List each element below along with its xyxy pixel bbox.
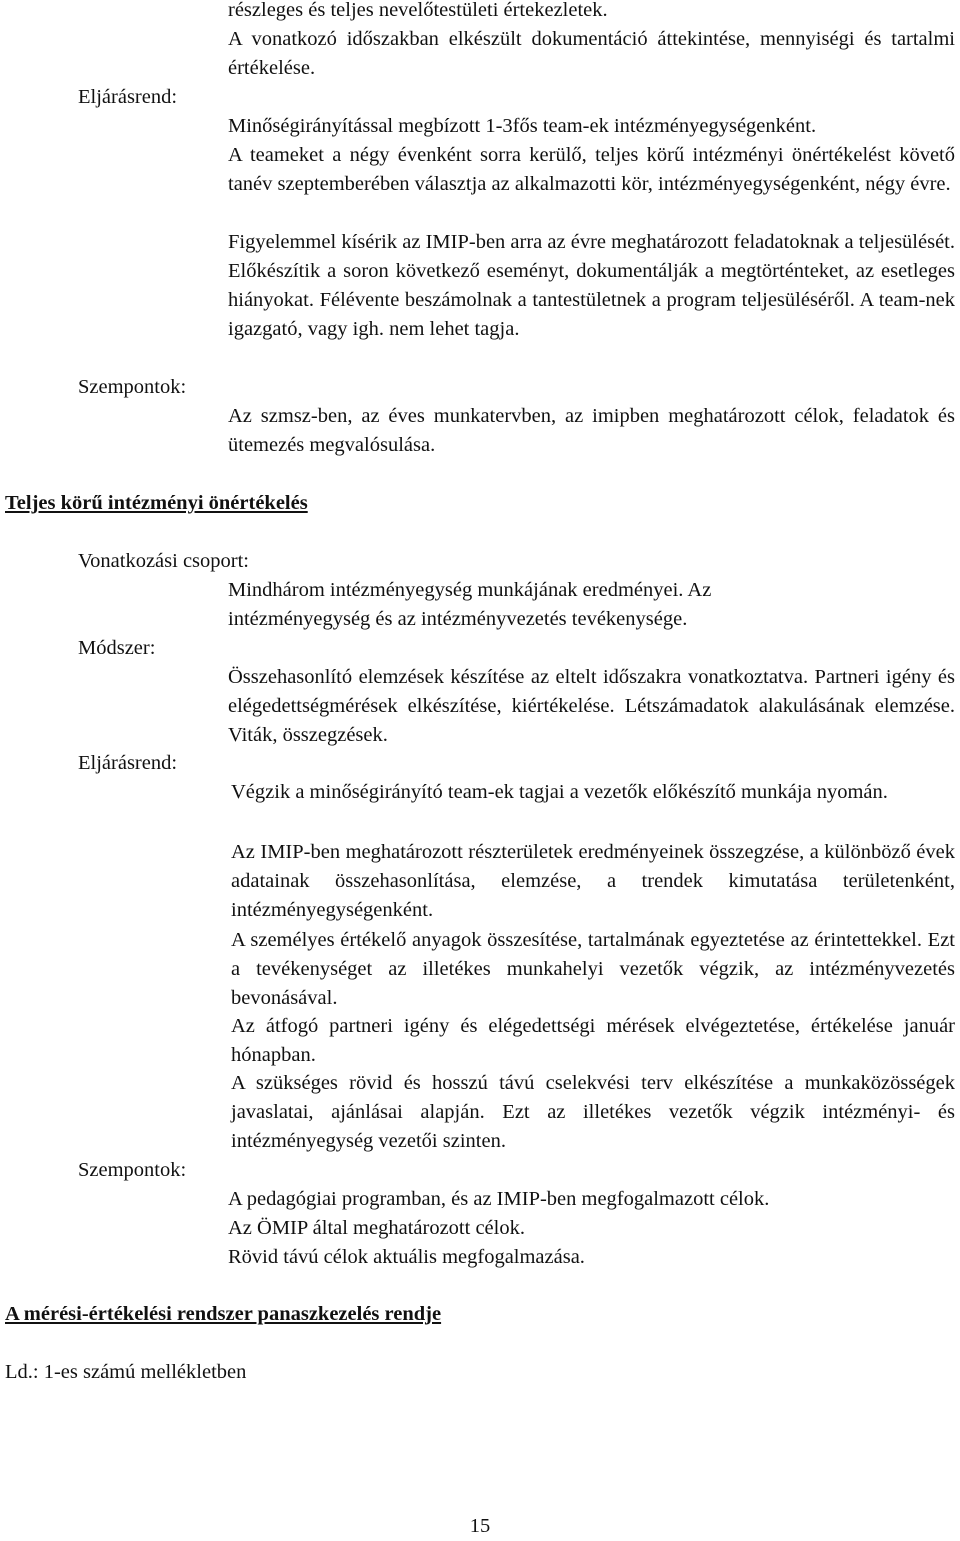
criteria-label-2: Szempontok: bbox=[78, 1159, 187, 1181]
criteria-paragraph: Az szmsz-ben, az éves munkatervben, az imipben meghatározott célok, feladatok és ütemezés megvalósulása. bbox=[228, 405, 955, 456]
procedure-item-5: A szükséges rövid és hosszú távú cselekvési terv elkészítése a munkaközösségek javaslatai, ajánlásai alapján. Ezt az illetékes vezetők végzik intézményi- és intézményegység vezetői szinten. bbox=[231, 1072, 955, 1152]
criteria-line-1: A pedagógiai programban, és az IMIP-ben megfogalmazott célok. bbox=[228, 1188, 770, 1210]
procedure-line-1: Minőségirányítással megbízott 1-3fős team-ek intézményegységenként. bbox=[228, 115, 817, 137]
scope-paragraph: Mindhárom intézményegység munkájának eredményei. Az intézményegység és az intézményvezetés tevékenysége. bbox=[228, 579, 712, 630]
procedure-item-4: Az átfogó partneri igény és elégedettségi mérések elvégeztetése, értékelése január hónapban. bbox=[231, 1015, 955, 1066]
section-heading-complaints: A mérési-értékelési rendszer panaszkezelés rendje bbox=[5, 1303, 442, 1325]
method-paragraph: Összehasonlító elemzések készítése az eltelt időszakra vonatkoztatva. Partneri igény és elégedettségmérések elkészítése, kiértékelése. Létszámadatok alakulásának elemzése. Viták, összegzések. bbox=[228, 666, 955, 746]
appendix-reference: Ld.: 1-es számú mellékletben bbox=[5, 1361, 247, 1383]
scope-label: Vonatkozási csoport: bbox=[78, 550, 249, 572]
procedure-line-3: Figyelemmel kísérik az IMIP-ben arra az évre meghatározott feladatoknak a teljesülését. Előkészítik a soron következő eseményt, dokumentálják a megtörténteket, az esetleges hiányokat. Félévente beszámolnak a tantestületnek a program teljesüléséről. A team-nek igazgató, vagy igh. nem lehet tagja. bbox=[228, 231, 955, 340]
procedure-label-2: Eljárásrend: bbox=[78, 752, 178, 774]
intro-line: részleges és teljes nevelőtestületi értekezletek. bbox=[228, 0, 608, 21]
criteria-line-3: Rövid távú célok aktuális megfogalmazása. bbox=[228, 1246, 585, 1268]
method-label: Módszer: bbox=[78, 637, 156, 659]
criteria-line-2: Az ÖMIP által meghatározott célok. bbox=[228, 1217, 525, 1239]
procedure-label: Eljárásrend: bbox=[78, 86, 178, 108]
procedure-item-1: Végzik a minőségirányító team-ek tagjai a vezetők előkészítő munkája nyomán. bbox=[231, 781, 888, 803]
page-number: 15 bbox=[469, 1515, 491, 1537]
procedure-item-2: Az IMIP-ben meghatározott részterületek eredményeinek összegzése, a különböző évek adatainak összehasonlítása, elemzése, a trendek kimutatása területenként, intézményegységenként. bbox=[231, 841, 955, 921]
procedure-item-3: A személyes értékelő anyagok összesítése, tartalmának egyeztetése az érintettekkel. Ezt a tevékenységet az illetékes munkahelyi vezetők végzik, az intézményvezetés bevonásával. bbox=[231, 929, 955, 1009]
procedure-line-2: A teameket a négy évenként sorra kerülő, teljes körű intézményi önértékelést követő tanév szeptemberében választja az alkalmazotti kör, intézményegységenként, négy évre. bbox=[228, 144, 955, 195]
criteria-label: Szempontok: bbox=[78, 376, 187, 398]
documentation-review-paragraph: A vonatkozó időszakban elkészült dokumentáció áttekintése, mennyiségi és tartalmi értékelése. bbox=[228, 28, 955, 79]
section-heading-self-assessment: Teljes körű intézményi önértékelés bbox=[5, 492, 308, 514]
